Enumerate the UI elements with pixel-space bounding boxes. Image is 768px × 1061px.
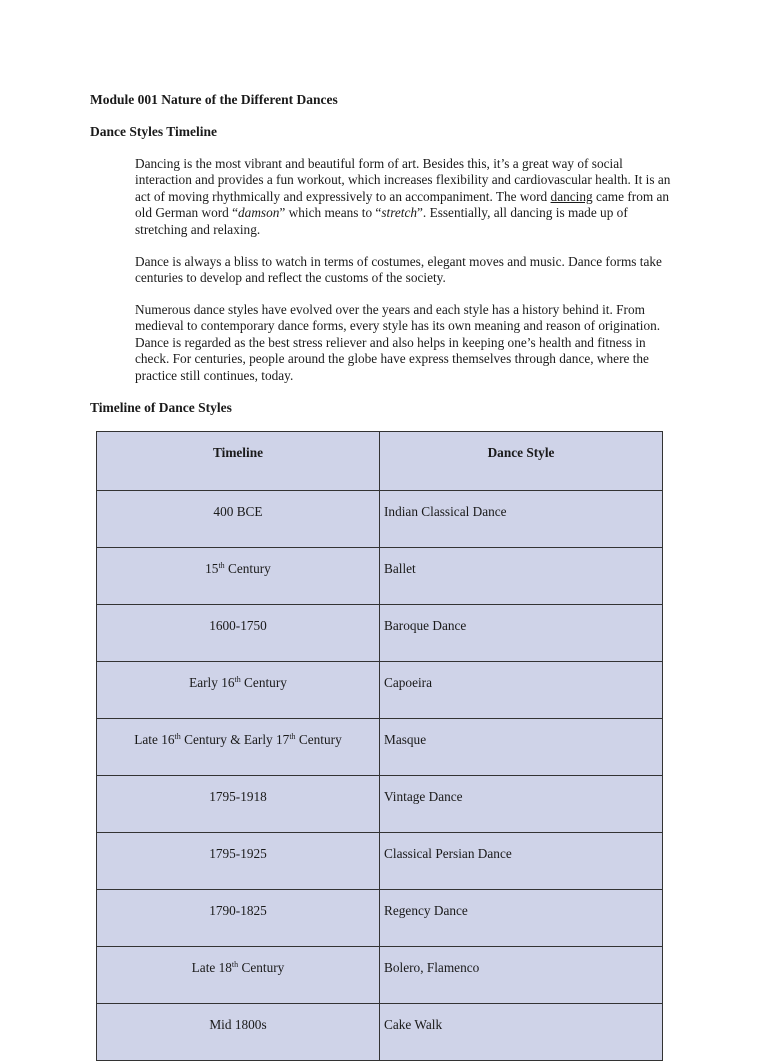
timeline-cell: 1790-1825 bbox=[97, 890, 380, 947]
style-cell: Bolero, Flamenco bbox=[380, 947, 663, 1004]
dance-timeline-table bbox=[96, 431, 663, 1061]
style-cell: Masque bbox=[380, 719, 663, 776]
table-row bbox=[97, 605, 663, 662]
timeline-cell: 1795-1918 bbox=[97, 776, 380, 833]
style-cell: Cake Walk bbox=[380, 1004, 663, 1061]
style-cell: Ballet bbox=[380, 548, 663, 605]
word-stretch: stretch bbox=[381, 205, 418, 221]
second-paragraph: Dance is always a bliss to watch in terms of costumes, elegant moves and music. Dance forms take centuries to develop and reflect the customs of the society. bbox=[135, 254, 662, 286]
table-row bbox=[97, 548, 663, 605]
intro-text-d: ”. Essentially, all dancing is made up of stretching and relaxing. bbox=[135, 205, 628, 237]
style-cell: Regency Dance bbox=[380, 890, 663, 947]
timeline-cell: 1600-1750 bbox=[97, 605, 380, 662]
third-paragraph: Numerous dance styles have evolved over the years and each style has a history behind it. From medieval to contemporary dance forms, every style has its own meaning and reason of origination. Dance is regarded as the best stress reliever and also helps in keeping one’s health and fitness in check. For centuries, people around the globe have express themselves through dance, where the practice still continues, today. bbox=[135, 302, 661, 383]
timeline-cell: Early 16th Century bbox=[97, 662, 380, 719]
style-cell: Capoeira bbox=[380, 662, 663, 719]
header-dance-style: Dance Style bbox=[380, 432, 663, 491]
timeline-cell: 1795-1925 bbox=[97, 833, 380, 890]
table-row bbox=[97, 890, 663, 947]
intro-text-a: Dancing is the most vibrant and beautiful form of art. Besides this, it’s a great way of social interaction and provides a fun workout, which increases flexibility and cardiovascular health. It is an act of moving rhythmically and expressively to an accompaniment. The word bbox=[135, 156, 671, 204]
module-title: Module 001 Nature of the Different Dances bbox=[90, 92, 338, 107]
style-cell: Baroque Dance bbox=[380, 605, 663, 662]
table-row bbox=[97, 719, 663, 776]
table-row bbox=[97, 1004, 663, 1061]
word-damson: damson bbox=[238, 205, 280, 221]
style-cell: Vintage Dance bbox=[380, 776, 663, 833]
intro-text-c: ” which means to “ bbox=[279, 205, 382, 221]
intro-paragraph bbox=[135, 156, 680, 238]
style-cell: Classical Persian Dance bbox=[380, 833, 663, 890]
timeline-cell: Late 18th Century bbox=[97, 947, 380, 1004]
underlined-word-dancing: dancing bbox=[550, 188, 593, 204]
timeline-cell: 15th Century bbox=[97, 548, 380, 605]
table-row bbox=[97, 662, 663, 719]
table-row bbox=[97, 947, 663, 1004]
table-row bbox=[97, 491, 663, 548]
timeline-cell: Mid 1800s bbox=[97, 1004, 380, 1061]
table-row bbox=[97, 776, 663, 833]
timeline-cell: 400 BCE bbox=[97, 491, 380, 548]
intro-text-b: came from an old German word “ bbox=[135, 188, 670, 221]
table-title: Timeline of Dance Styles bbox=[90, 400, 232, 415]
table-row bbox=[97, 833, 663, 890]
table-header-row bbox=[97, 432, 663, 491]
header-timeline: Timeline bbox=[97, 432, 380, 491]
style-cell: Indian Classical Dance bbox=[380, 491, 663, 548]
section-title: Dance Styles Timeline bbox=[90, 124, 217, 139]
timeline-cell: Late 16th Century & Early 17th Century bbox=[97, 719, 380, 776]
